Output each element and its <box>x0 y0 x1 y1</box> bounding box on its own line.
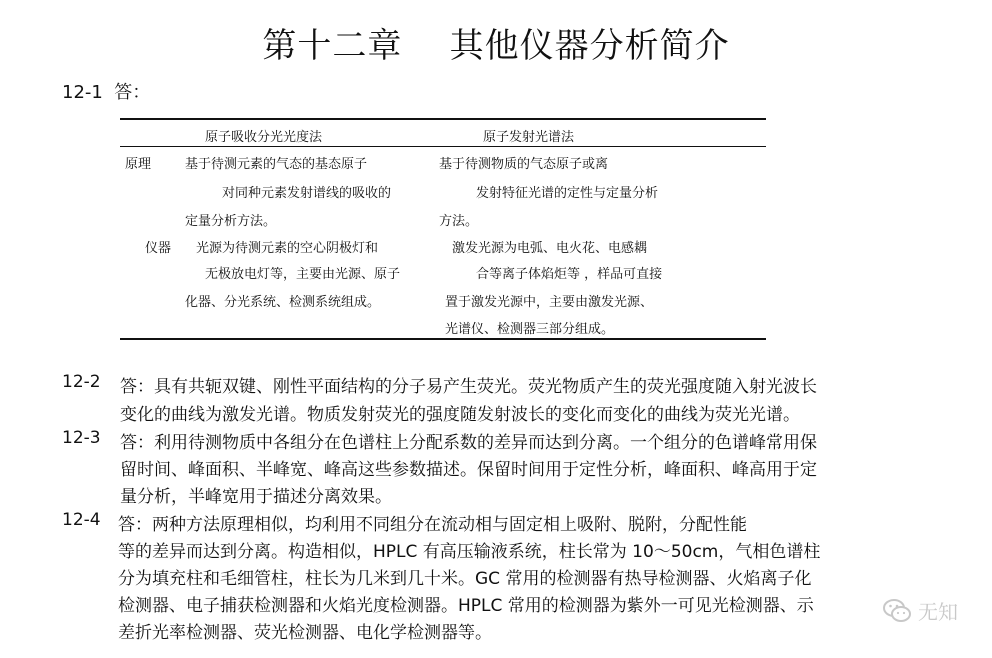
table-cell-text: 发射特征光谱的定性与定量分析 <box>476 186 659 201</box>
table-bottom-rule <box>120 338 766 340</box>
answer-line: 答：具有共轭双键、刚性平面结构的分子易产生荧光。荧光物质产生的荧光强度随入射光波长 <box>120 377 817 397</box>
table-cell-text: 置于激发光源中，主要由激发光源、 <box>445 295 654 310</box>
table-header-aes: 原子发射光谱法 <box>483 130 575 145</box>
table-top-rule <box>120 118 766 120</box>
watermark <box>882 596 958 625</box>
table-header-aas: 原子吸收分光光度法 <box>205 130 323 145</box>
table-cell-text: 无极放电灯等，主要由光源、原子 <box>205 267 401 282</box>
answer-number: 12-4 <box>62 510 101 530</box>
table-cell-text: 光谱仪、检测器三部分组成。 <box>445 322 615 337</box>
table-cell-text: 基于待测物质的气态原子或离 <box>439 157 609 172</box>
answer-number: 12-3 <box>62 428 101 448</box>
answer-line: 留时间、峰面积、半峰宽、峰高这些参数描述。保留时间用于定性分析，峰面积、峰高用于定 <box>120 460 817 480</box>
watermark-text: 无知 <box>918 600 958 624</box>
table-cell-text: 对同种元素发射谱线的吸收的 <box>222 186 392 201</box>
answer-line: 变化的曲线为激发光谱。物质发射荧光的强度随发射波长的变化而变化的曲线为荧光光谱。 <box>120 405 800 425</box>
table-cell-text: 激发光源为电弧、电火花、电感耦 <box>452 241 648 256</box>
answer-line: 答：利用待测物质中各组分在色谱柱上分配系数的差异而达到分离。一个组分的色谱峰常用保 <box>120 433 817 453</box>
table-row-label-instrument: 仪器 <box>145 241 172 256</box>
table-cell-text: 化器、分光系统、检测系统组成。 <box>185 295 381 310</box>
wechat-icon <box>882 598 912 624</box>
answer-number: 12-2 <box>62 372 101 392</box>
answer-line: 量分析，半峰宽用于描述分离效果。 <box>120 487 392 507</box>
answer-line: 差折光率检测器、荧光检测器、电化学检测器等。 <box>118 623 492 643</box>
table-header-rule <box>120 146 766 147</box>
page-title: 第十二章 其他仪器分析简介 <box>262 26 730 66</box>
answer-line: 检测器、电子捕获检测器和火焰光度检测器。HPLC 常用的检测器为紫外一可见光检测器、示 <box>118 596 814 616</box>
answer-line: 答：两种方法原理相似，均利用不同组分在流动相与固定相上吸附、脱附，分配性能 <box>118 515 747 535</box>
table-cell-text: 基于待测元素的气态的基态原子 <box>185 157 368 172</box>
table-cell-text: 定量分析方法。 <box>185 214 277 229</box>
question-12-1-label: 12-1 答： <box>62 82 151 103</box>
table-row-label-principle: 原理 <box>125 157 152 172</box>
table-cell-text: 方法。 <box>439 214 479 229</box>
table-cell-text: 光源为待测元素的空心阴极灯和 <box>196 241 379 256</box>
table-cell-text: 合等离子体焰炬等 ，样品可直接 <box>476 267 663 282</box>
answer-line: 分为填充柱和毛细管柱，柱长为几米到几十米。GC 常用的检测器有热导检测器、火焰离子化 <box>118 569 812 589</box>
answer-line: 等的差异而达到分离。构造相似，HPLC 有高压输液系统，柱长常为 10～50cm，气相色谱柱 <box>118 542 821 562</box>
